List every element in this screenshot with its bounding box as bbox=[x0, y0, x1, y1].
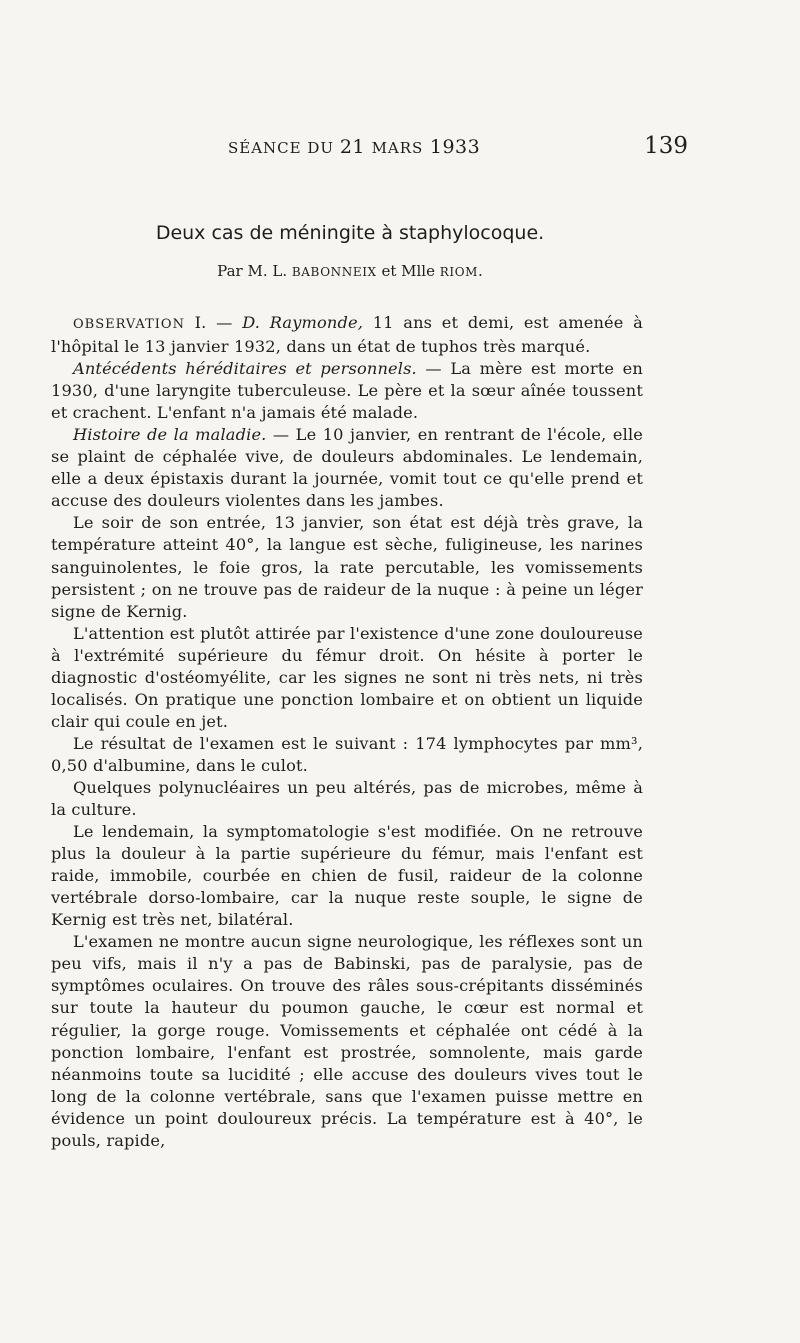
section-label: Histoire de la maladie. bbox=[73, 425, 267, 445]
byline-par: Par M. L. bbox=[217, 262, 292, 280]
byline-and: et Mlle bbox=[376, 262, 440, 280]
paragraph bbox=[51, 931, 643, 1151]
running-title-seance: SÉANCE DU bbox=[228, 139, 340, 157]
running-title-day: 21 bbox=[339, 136, 366, 158]
patient-name: D. Raymonde, bbox=[242, 313, 364, 332]
paragraph-text: L'attention est plutôt attirée par l'existence d'une zone douloureuse à l'extrémité supérieure du fémur droit. On hésite à porter le diagnostic d'ostéomyélite, car les signes ne sont ni très nets, ni très localisés. On pratique une ponction lombaire et on obtient un liquide clair qui coule en jet. bbox=[51, 623, 643, 731]
paragraph-text: — La mère est morte en 1930, d'une laryngite tuberculeuse. Le père et la sœur aînée toussent et crachent. L'enfant n'a jamais été malade. bbox=[51, 359, 643, 423]
paragraph bbox=[51, 777, 643, 821]
paragraph-text: L'examen ne montre aucun signe neurologique, les réflexes sont un peu vifs, mais il n'y a pas de Babinski, pas de paralysie, pas de symptômes oculaires. On trouve des râles sous-crépitants disséminés sur toute la hauteur du poumon gauche, le cœur est normal et régulier, la gorge rouge. Vomissements et céphalée ont cédé à la ponction lombaire, l'enfant est prostrée, somnolente, mais garde néanmoins toute sa lucidité ; elle accuse des douleurs vives tout le long de la colonne vertébrale, sans que l'examen puisse mettre en évidence un point douloureux précis. La température est à 40°, le pouls, rapide, bbox=[51, 932, 643, 1150]
paragraph bbox=[51, 821, 643, 931]
observation-number: I. — bbox=[184, 313, 243, 332]
byline bbox=[0, 262, 700, 280]
observation-paragraph bbox=[51, 312, 643, 358]
paragraph bbox=[51, 424, 643, 512]
paragraph bbox=[51, 512, 643, 622]
paragraph-text: Le lendemain, la symptomatologie s'est modifiée. On ne retrouve plus la douleur à la partie supérieure du fémur, mais l'enfant est raide, immobile, courbée en chien de fusil, raideur de la colonne vertébrale dorso-lombaire, car la nuque reste souple, le signe de Kernig est très net, bilatéral. bbox=[51, 822, 643, 930]
byline-end: . bbox=[478, 262, 483, 280]
paragraph bbox=[51, 623, 643, 733]
running-title-month: MARS bbox=[371, 139, 424, 157]
article-body bbox=[51, 312, 643, 1152]
running-header bbox=[228, 133, 688, 159]
author-riom: RIOM bbox=[439, 265, 479, 279]
paragraph bbox=[51, 358, 643, 424]
running-title-year: 1933 bbox=[429, 136, 481, 158]
running-title bbox=[228, 136, 480, 158]
section-label: Antécédents héréditaires et personnels. bbox=[73, 359, 417, 379]
paragraph-text: — Le 10 janvier, en rentrant de l'école, elle se plaint de céphalée vive, de douleurs abdominales. Le lendemain, elle a deux épistaxis durant la journée, vomit tout ce qu'elle prend et accuse des douleurs violentes dans les jambes. bbox=[51, 425, 643, 511]
author-babonneix: BABONNEIX bbox=[291, 265, 377, 279]
paragraph-text: Quelques polynucléaires un peu altérés, pas de microbes, même à la culture. bbox=[51, 777, 643, 820]
observation-label: OBSERVATION bbox=[73, 317, 185, 332]
article-title: Deux cas de méningite à staphylocoque. bbox=[155, 222, 545, 244]
paragraph-text: Le résultat de l'examen est le suivant : 174 lymphocytes par mm³, 0,50 d'albumine, dans le culot. bbox=[51, 733, 643, 775]
paragraph bbox=[51, 733, 643, 777]
observation-intro: 11 ans et demi, est amenée à l'hôpital le 13 janvier 1932, dans un état de tuphos très marqué. bbox=[51, 313, 643, 357]
page-number: 139 bbox=[644, 133, 688, 159]
paragraph-text: Le soir de son entrée, 13 janvier, son état est déjà très grave, la température atteint 40°, la langue est sèche, fuligineuse, les narines sanguinolentes, le foie gros, la rate percutable, les vomissements persistent ; on ne trouve pas de raideur de la nuque : à peine un léger signe de Kernig. bbox=[51, 513, 643, 621]
